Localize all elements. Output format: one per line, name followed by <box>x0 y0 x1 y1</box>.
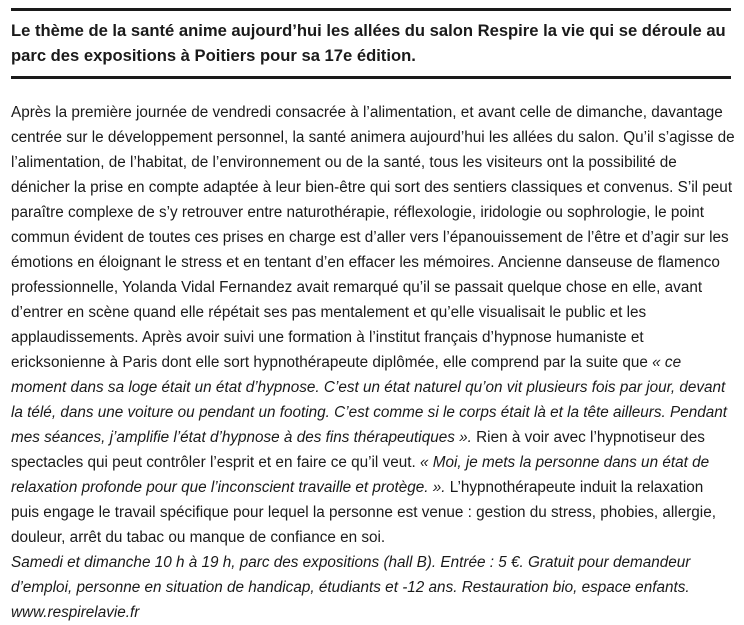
practical-info: Samedi et dimanche 10 h à 19 h, parc des expositions (hall B). Entrée : 5 €. Gratuit pour demandeur d’emploi, personne en situation de handicap, étudiants et -12 ans. Restauration bio, espace enfants. www.respirelavie.fr <box>11 554 691 621</box>
top-divider <box>11 8 731 11</box>
article-lead: Le thème de la santé anime aujourd’hui les allées du salon Respire la vie qui se déroule au parc des expositions à Poitiers pour sa 17e édition. <box>11 21 726 65</box>
quote-relaxation: « Moi, je mets la personne dans un état de relaxation profonde pour que l’inconscient travaille et protège. ». <box>11 454 710 496</box>
body-paragraph: Rien à voir avec l’hypnotiseur des spectacles qui peut contrôler l’esprit et en faire ce qu’il veut. <box>11 429 705 471</box>
article-body <box>11 100 735 625</box>
quote-hypnosis: « ce moment dans sa loge était un état d’hypnose. C’est un état naturel qu’on vit plusieurs fois par jour, devant la télé, dans une voiture ou pendant un footing. C’est comme si le corps était là et la tête ailleurs. Pendant mes séances, j’amplifie l’état d’hypnose à des fins thérapeutiques ». <box>11 354 727 446</box>
body-paragraph: L’hypnothérapeute induit la relaxation puis engage le travail spécifique pour lequel la personne est venue : gestion du stress, phobies, allergie, douleur, arrêt du tabac ou manque de confiance en soi. <box>11 479 716 546</box>
lead-divider <box>11 76 731 79</box>
body-paragraph: Après la première journée de vendredi consacrée à l’alimentation, et avant celle de dimanche, davantage centrée sur le développement personnel, la santé animera aujourd’hui les allées du salon. Qu’il s’agisse de l’alimentation, de l’habitat, de l’environnement ou de la santé, tous les visiteurs ont la possibilité de dénicher la prise en compte adaptée à leur bien-être qui sort des sentiers classiques et convenus. S’il peut paraître complexe de s’y retrouver entre naturothérapie, réflexologie, iridologie ou sophrologie, le point commun évident de toutes ces prises en charge est d’aller vers l’épanouissement de l’être et d’agir sur les émotions en éloignant le stress et en tentant d’en effacer les mémoires. Ancienne danseuse de flamenco professionnelle, Yolanda Vidal Fernandez avait remarqué qu’il se passait quelque chose en elle, avant d’entrer en scène quand elle répétait ses pas mentalement et qu’elle visualisait le public et les applaudissements. Après avoir suivi une formation à l’institut français d’hypnose humaniste et ericksonienne à Paris dont elle sort hypnothérapeute diplômée, elle comprend par la suite que <box>11 104 735 371</box>
